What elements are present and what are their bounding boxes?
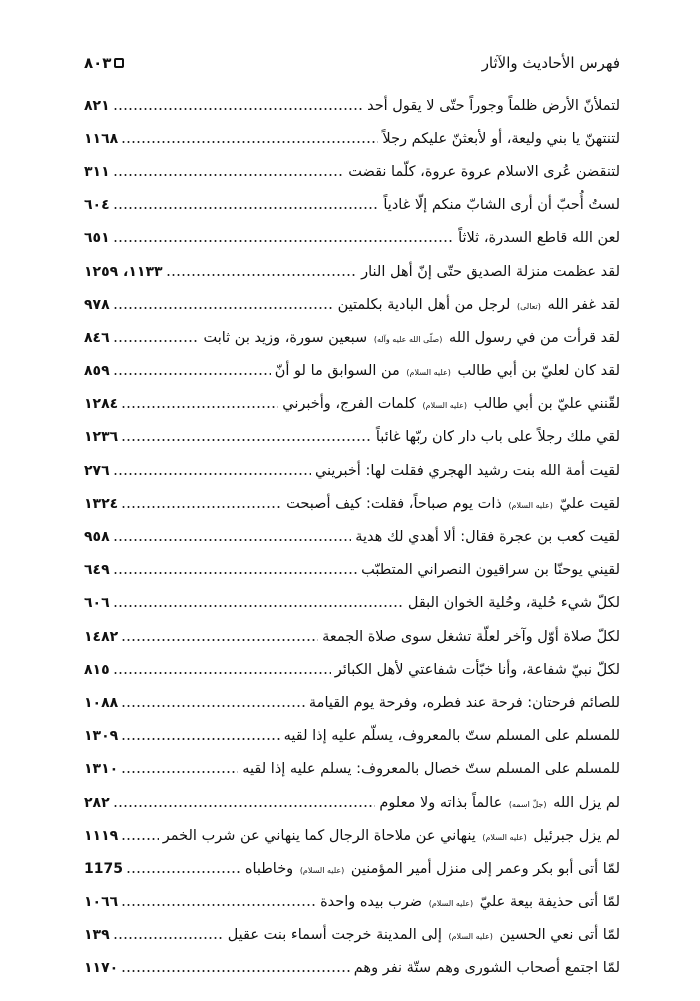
index-entry bbox=[84, 355, 620, 388]
index-entry bbox=[84, 288, 620, 321]
entry-text-part: لتنقضن عُرى الاسلام عروة عروة، كلّما نقضت bbox=[348, 163, 620, 180]
entry-page-number: ١٢٨٤ bbox=[84, 396, 119, 413]
entry-text bbox=[458, 230, 620, 246]
entry-page-number: ٦٥١ bbox=[84, 230, 110, 247]
dot-leader bbox=[113, 240, 454, 242]
entry-text bbox=[379, 795, 620, 811]
entry-text-part: لمّا أتى أبو بكر وعمر إلى منزل أمير المؤمنين bbox=[350, 860, 620, 877]
entry-page-number: ٩٧٨ bbox=[84, 296, 110, 313]
dot-leader bbox=[121, 904, 316, 906]
entry-page-number: ١٠٨٨ bbox=[84, 694, 119, 711]
entry-text bbox=[348, 164, 620, 180]
index-entry bbox=[84, 321, 620, 354]
entry-text bbox=[275, 363, 620, 379]
entry-text bbox=[282, 396, 620, 412]
entry-text bbox=[163, 828, 620, 844]
index-entry bbox=[84, 786, 620, 819]
entry-text-part: ضرب بيده واحدة bbox=[320, 894, 423, 911]
dot-leader bbox=[113, 937, 224, 939]
entry-text-part: لم يزل جبرئيل bbox=[533, 827, 620, 844]
entry-text-part: لستُ أُحبّ أن أرى الشابّ منكم إلّا غادياً bbox=[383, 197, 620, 214]
entry-text-part: وخاطباه bbox=[244, 860, 294, 877]
page-number: ٨٠٣ bbox=[84, 54, 112, 72]
dot-leader bbox=[113, 672, 331, 674]
index-entry bbox=[84, 222, 620, 255]
entry-page-number: ٨٥٩ bbox=[84, 363, 110, 380]
entry-text-part: ذات يوم صباحاً، فقلت: كيف أصبحت bbox=[286, 495, 502, 512]
dot-leader bbox=[121, 838, 159, 840]
entry-text-part: لم يزل الله bbox=[553, 794, 620, 811]
dot-leader bbox=[113, 473, 311, 475]
entry-text-part: لقيت أمة الله بنت رشيد الهجري فقلت لها: أخبريني bbox=[314, 462, 620, 479]
dot-leader bbox=[121, 439, 372, 441]
entry-page-number: ٢٨٢ bbox=[84, 794, 110, 811]
entry-page-number: ٨١٥ bbox=[84, 661, 110, 678]
entry-text bbox=[228, 927, 620, 943]
entry-text-part: عالماً بذاته ولا معلوم bbox=[379, 794, 503, 811]
entry-text bbox=[361, 264, 620, 280]
entry-text-part: لمّا أتى حذيفة بيعة عليّ bbox=[479, 894, 620, 911]
entry-text bbox=[382, 131, 620, 147]
index-entry bbox=[84, 952, 620, 985]
honorific: (جلّ اسمه) bbox=[508, 799, 547, 809]
honorific: (صلّى الله عليه وآله) bbox=[373, 334, 443, 344]
dot-leader bbox=[121, 406, 278, 408]
honorific: (عليه السلام) bbox=[406, 368, 451, 378]
entry-text-part: لقيت كعب بن عجرة فقال: ألا أهدي لك هدية bbox=[355, 529, 620, 546]
entry-page-number: ٩٥٨ bbox=[84, 529, 110, 546]
entry-text bbox=[383, 197, 620, 213]
entry-text-part: لكلّ نبيّ شفاعة، وأنا خبّأت شفاعتي لأهل الكبائر bbox=[334, 661, 620, 678]
index-entry bbox=[84, 189, 620, 222]
honorific: (عليه السلام) bbox=[299, 865, 345, 875]
honorific: (عليه السلام) bbox=[482, 832, 527, 842]
entry-text bbox=[320, 894, 620, 910]
entry-page-number: ١١٧٠ bbox=[84, 960, 119, 977]
entry-page-number: ٦٠٦ bbox=[84, 595, 110, 612]
entry-text bbox=[309, 695, 620, 711]
dot-leader bbox=[121, 506, 282, 508]
entry-text bbox=[284, 728, 620, 744]
entry-page-number: ١٤٨٢ bbox=[84, 628, 119, 645]
entry-text-part: من السوابق ما لو أنّ bbox=[274, 363, 400, 380]
entry-text bbox=[315, 463, 620, 479]
index-entry bbox=[84, 886, 620, 919]
index-entry bbox=[84, 919, 620, 952]
index-entry bbox=[84, 255, 620, 288]
dot-leader bbox=[113, 207, 380, 209]
index-entry bbox=[84, 388, 620, 421]
entry-text-part: لقيني يوحنّا بن سراقيون النصراني المتطبّب bbox=[361, 562, 620, 579]
square-icon bbox=[114, 58, 124, 68]
entry-text bbox=[203, 330, 620, 346]
page-number-block bbox=[84, 54, 124, 72]
entry-page-number: ٨٤٦ bbox=[84, 329, 110, 346]
running-title: فهرس الأحاديث والآثار bbox=[481, 54, 620, 72]
entry-text-part: لمّا اجتمع أصحاب الشورى وهم ستّة نفر وهم bbox=[353, 960, 620, 977]
entry-page-number: ١٠٦٦ bbox=[84, 894, 119, 911]
entry-page-number: ١٣٢٤ bbox=[84, 495, 119, 512]
dot-leader bbox=[121, 738, 279, 740]
entry-text-part: لعن الله قاطع السدرة، ثلاثاً bbox=[458, 230, 620, 247]
entry-text bbox=[286, 496, 620, 512]
entry-text bbox=[322, 629, 620, 645]
entry-text bbox=[376, 429, 620, 445]
entry-text-part: لقد عظمت منزلة الصديق حتّى إنّ أهل النار bbox=[361, 263, 620, 280]
dot-leader bbox=[126, 871, 241, 873]
entry-text bbox=[242, 761, 620, 777]
entry-text-part: لتنتهنّ يا بني وليعة، أو لأبعثنّ عليكم رجلاً bbox=[382, 130, 620, 147]
dot-leader bbox=[113, 539, 352, 541]
honorific: (عليه السلام) bbox=[508, 500, 553, 510]
dot-leader bbox=[121, 771, 238, 773]
entry-page-number: ٢٧٦ bbox=[84, 462, 110, 479]
entry-text-part: كلمات الفرج، وأخبرني bbox=[282, 396, 416, 413]
entry-page-number: ١١٦٨ bbox=[84, 130, 119, 147]
index-entry bbox=[84, 454, 620, 487]
entry-text bbox=[361, 562, 620, 578]
entry-text-part: للمسلم على المسلم ستّ خصال بالمعروف: يسلم عليه إذا لقيه bbox=[242, 761, 620, 778]
entry-text-part: لقد كان لعليّ بن أبي طالب bbox=[457, 363, 620, 380]
entry-text bbox=[335, 662, 620, 678]
entry-text-part: ينهاني عن ملاحاة الرجال كما ينهاني عن شرب الخمر bbox=[162, 827, 476, 844]
entry-page-number: ٣١١ bbox=[84, 163, 110, 180]
entry-page-number: ١٣١٠ bbox=[84, 761, 119, 778]
dot-leader bbox=[113, 108, 363, 110]
entry-text bbox=[355, 529, 620, 545]
index-entry bbox=[84, 653, 620, 686]
honorific: (تعالى) bbox=[516, 301, 541, 311]
entry-text-part: لقد قرأت من في رسول الله bbox=[448, 329, 620, 346]
entry-text-part: لقي ملك رجلاً على باب دار كان ربّها غائباً bbox=[375, 429, 620, 446]
index-entry bbox=[84, 587, 620, 620]
entry-text-part: للصائم فرحتان: فرحة عند فطره، وفرحة يوم القيامة bbox=[308, 694, 620, 711]
dot-leader bbox=[113, 805, 376, 807]
index-entry bbox=[84, 155, 620, 188]
entry-text-part: لقيت عليّ bbox=[559, 495, 620, 512]
index-entry bbox=[84, 421, 620, 454]
dot-leader bbox=[113, 572, 357, 574]
index-entry bbox=[84, 487, 620, 520]
dot-leader bbox=[166, 274, 358, 276]
index-entry bbox=[84, 852, 620, 885]
entry-text-part: لكلّ صلاة أوّل وآخر لعلّة تشغل سوى صلاة الجمعة bbox=[322, 628, 620, 645]
entry-text-part: لمّا أتى نعي الحسين bbox=[499, 927, 620, 944]
index-list bbox=[84, 89, 620, 985]
entry-text bbox=[245, 861, 620, 877]
entry-page-number: ٦٤٩ bbox=[84, 562, 110, 579]
dot-leader bbox=[113, 307, 334, 309]
dot-leader bbox=[113, 373, 271, 375]
dot-leader bbox=[121, 705, 305, 707]
dot-leader bbox=[121, 141, 378, 143]
index-entry bbox=[84, 122, 620, 155]
dot-leader bbox=[113, 605, 404, 607]
entry-text bbox=[408, 595, 620, 611]
running-header bbox=[84, 50, 620, 76]
entry-page-number: 1175 bbox=[84, 860, 123, 877]
entry-text-part: لتملأنّ الأرض ظلماً وجوراً حتّى لا يقول أحد bbox=[367, 97, 620, 114]
dot-leader bbox=[121, 970, 350, 972]
index-entry bbox=[84, 89, 620, 122]
index-entry bbox=[84, 620, 620, 653]
entry-page-number: ٦٠٤ bbox=[84, 197, 110, 214]
honorific: (عليه السلام) bbox=[448, 932, 493, 942]
index-entry bbox=[84, 753, 620, 786]
dot-leader bbox=[113, 174, 345, 176]
entry-text-part: سبعين سورة، وزيد بن ثابت bbox=[203, 329, 368, 346]
entry-text-part: لقّنني عليّ بن أبي طالب bbox=[473, 396, 620, 413]
index-entry bbox=[84, 554, 620, 587]
dot-leader bbox=[121, 639, 318, 641]
entry-text bbox=[354, 960, 620, 976]
entry-text-part: لرجل من أهل البادية بكلمتين bbox=[337, 296, 511, 313]
honorific: (عليه السلام) bbox=[422, 401, 467, 411]
index-entry bbox=[84, 819, 620, 852]
entry-text-part: لقد غفر الله bbox=[547, 296, 620, 313]
entry-page-number: ١٣٩ bbox=[84, 927, 110, 944]
entry-page-number: ١٢٣٦ bbox=[84, 429, 119, 446]
dot-leader bbox=[113, 340, 200, 342]
entry-text bbox=[367, 98, 620, 114]
index-entry bbox=[84, 720, 620, 753]
entry-page-number: ١٣٠٩ bbox=[84, 728, 119, 745]
honorific: (عليه السلام) bbox=[428, 899, 474, 909]
entry-text bbox=[338, 297, 620, 313]
index-entry bbox=[84, 686, 620, 719]
entry-text-part: للمسلم على المسلم ستّ بالمعروف، يسلّم عليه إذا لقيه bbox=[283, 728, 620, 745]
entry-text-part: إلى المدينة خرجت أسماء بنت عقيل bbox=[227, 927, 442, 944]
entry-page-number: ١١٣٣، ١٢٥٩ bbox=[84, 263, 163, 280]
entry-page-number: ١١١٩ bbox=[84, 827, 119, 844]
index-entry bbox=[84, 520, 620, 553]
entry-text-part: لكلّ شيء حُلية، وحُلية الخوان البقل bbox=[407, 595, 620, 612]
entry-page-number: ٨٢١ bbox=[84, 97, 110, 114]
